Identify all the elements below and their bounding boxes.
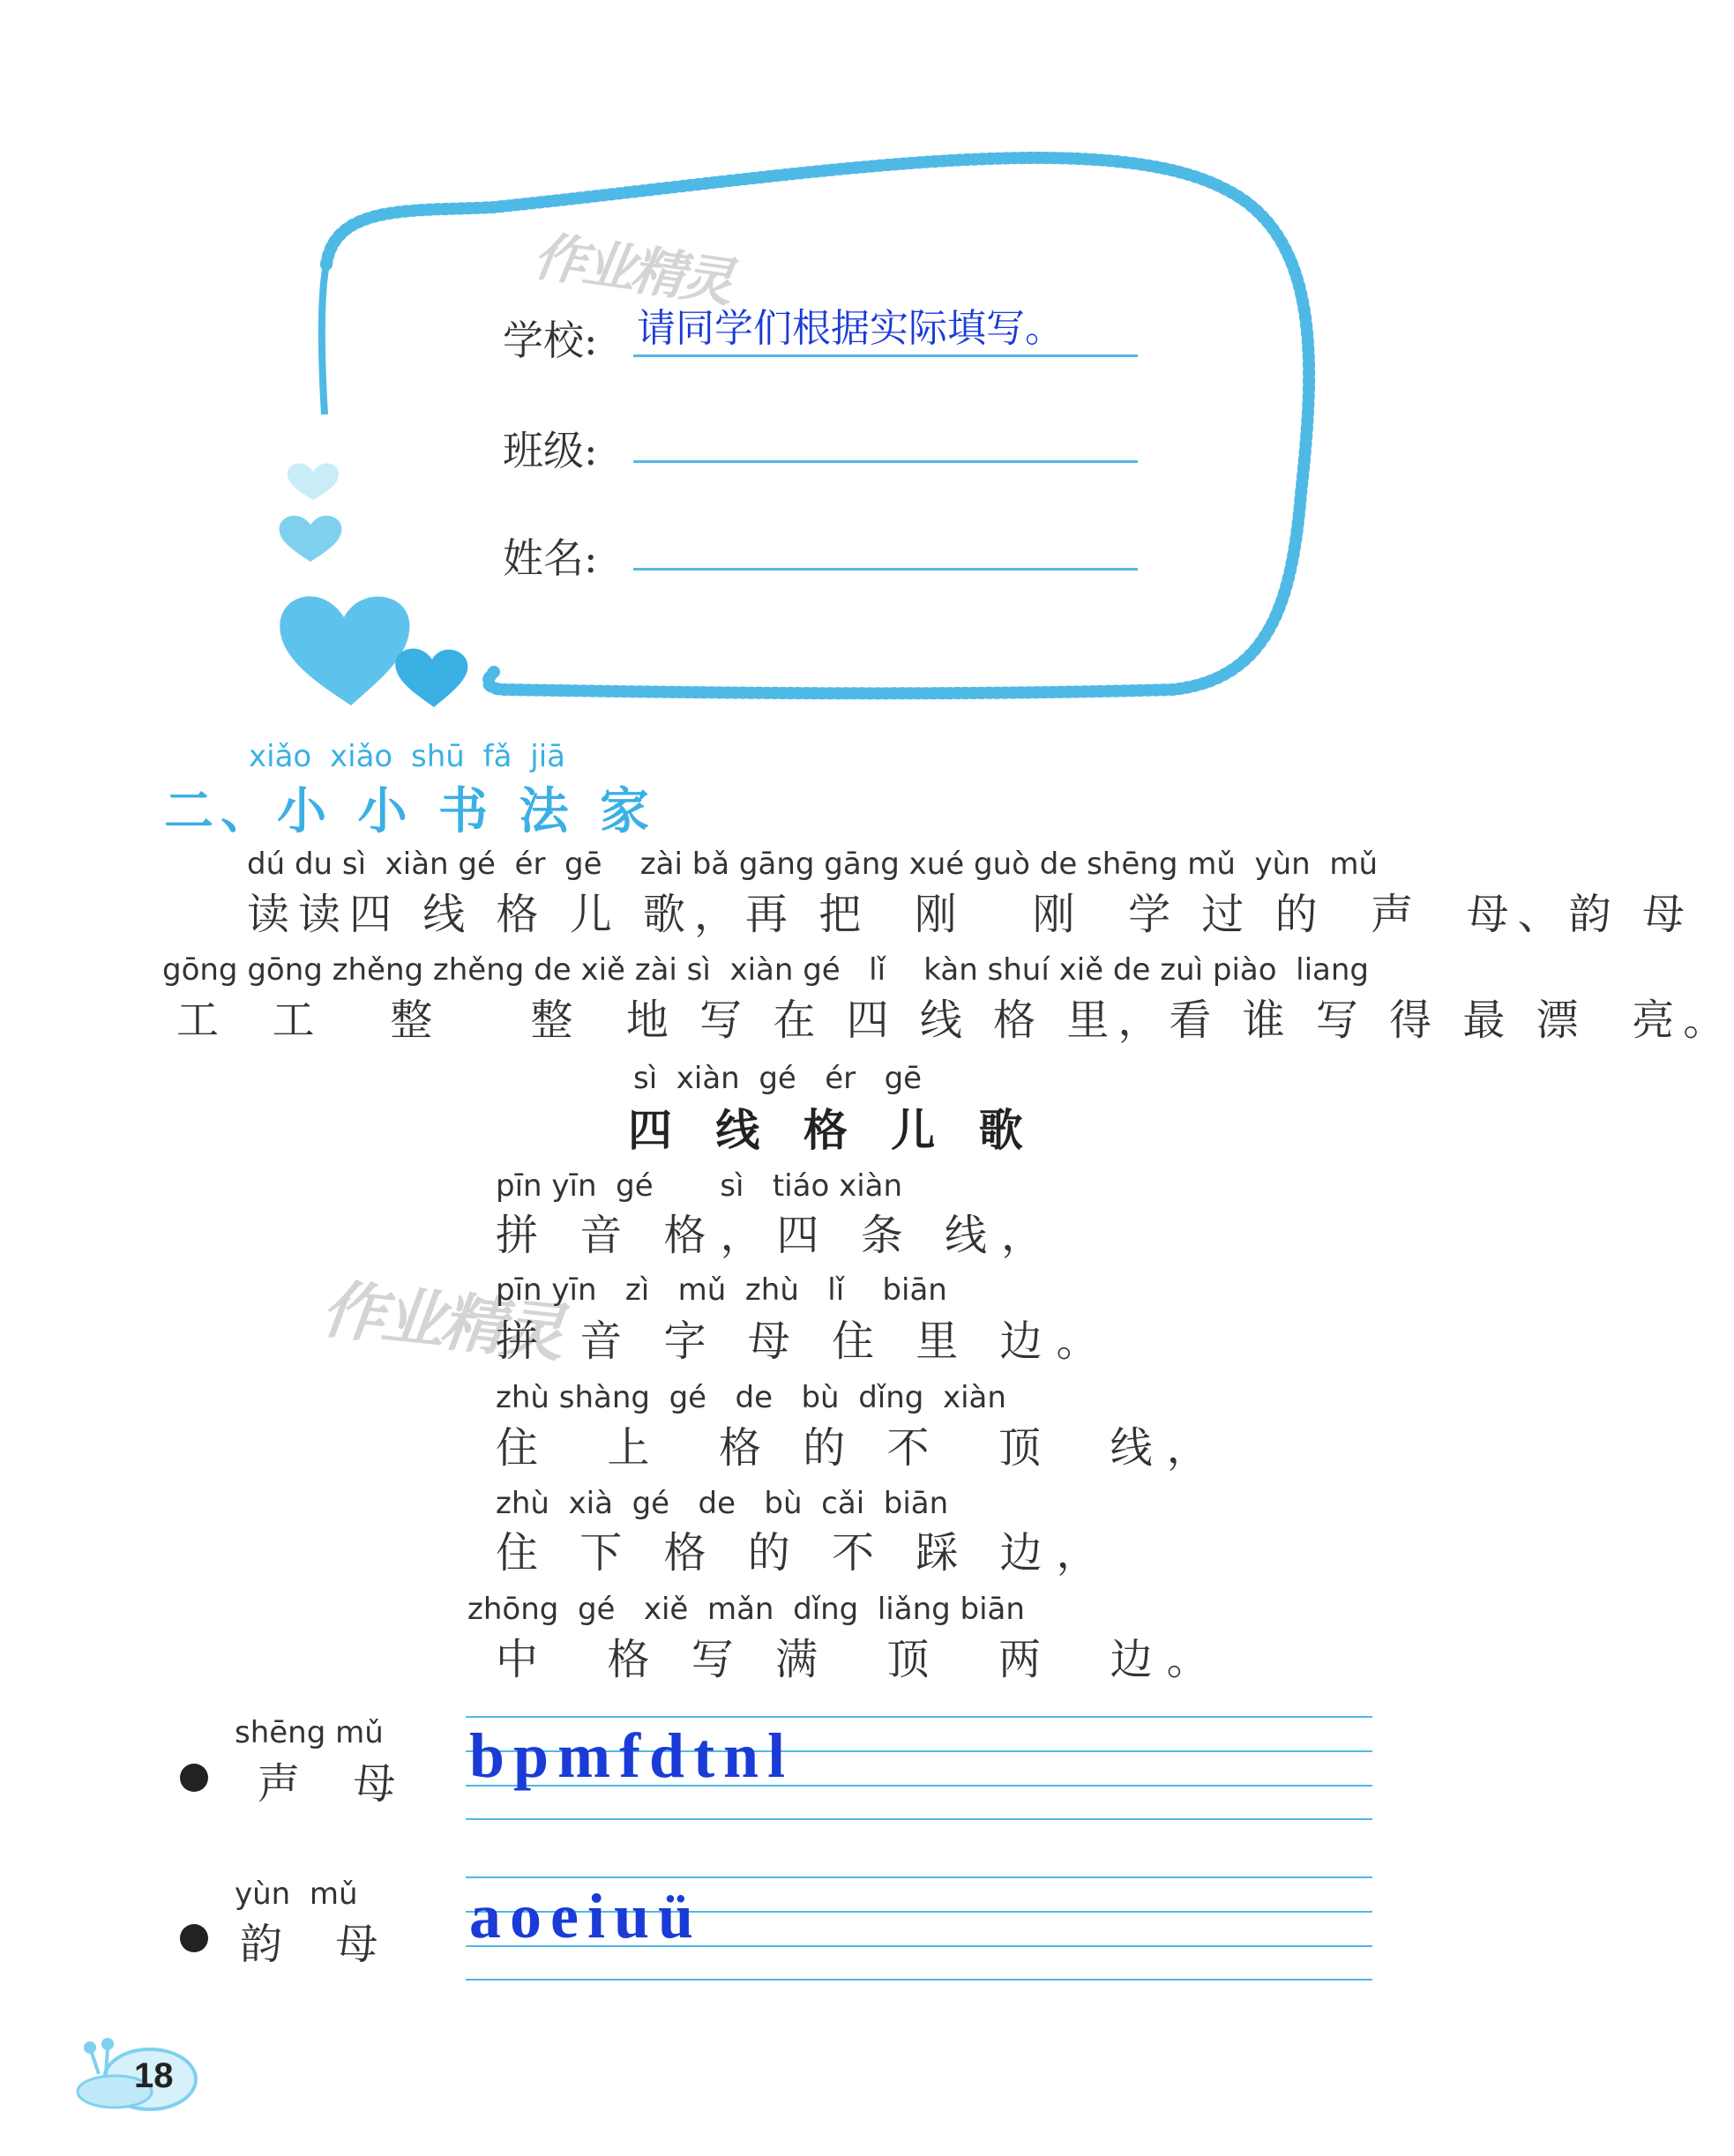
heart-icon — [395, 649, 467, 707]
poem-line-pinyin: zhù xià gé de bù cǎi biān — [496, 1486, 949, 1521]
poem-line-pinyin: zhù shàng gé de bù dǐng xiàn — [496, 1380, 1006, 1415]
name-field-line[interactable] — [633, 568, 1138, 571]
school-field-value[interactable]: 请同学们根据实际填写。 — [637, 306, 1064, 351]
poem-line-pinyin: pīn yīn gé sì tiáo xiàn — [496, 1168, 903, 1204]
poem-title-pinyin: sì xiàn gé ér gē — [633, 1061, 923, 1096]
section-title-pinyin: xiǎo xiǎo shū fǎ jiā — [249, 739, 565, 774]
class-field-line[interactable] — [633, 460, 1138, 463]
bullet-dot — [180, 1924, 208, 1952]
yunmu-label: 韵 母 — [240, 1920, 387, 1969]
heart-icon — [288, 463, 339, 500]
guide-line — [466, 1716, 1372, 1718]
watermark-top: 作业精灵 — [529, 225, 735, 315]
page-number: 18 — [134, 2056, 174, 2095]
bullet-dot — [180, 1764, 208, 1792]
yunmu-pinyin: yùn mǔ — [235, 1876, 358, 1912]
guide-line — [466, 1818, 1372, 1820]
poem-line-text: 住 上 格 的 不 顶 线， — [496, 1423, 1223, 1473]
section-title: 二、小 小 书 法 家 — [164, 783, 656, 840]
instruction-line2-text: 工 工 整 整 地 写 在 四 线 格 里，看 谁 写 得 最 漂 亮。 — [176, 996, 1734, 1045]
heart-icon — [280, 516, 342, 562]
shengmu-label: 声 母 — [258, 1759, 405, 1809]
class-label: 班级: — [503, 427, 598, 474]
poem-line-text: 拼 音 格，四 条 线， — [496, 1211, 1058, 1260]
watermark-middle: 作业精灵 — [318, 1271, 565, 1370]
instruction-line2-pinyin: gōng gōng zhěng zhěng de xiě zài sì xiàn gé lǐ kàn shuí xiě de zuì piào liang — [162, 952, 1370, 988]
shengmu-pinyin: shēng mǔ — [235, 1715, 384, 1750]
name-label: 姓名: — [503, 534, 598, 582]
instruction-line1-pinyin: dú du sì xiàn gé ér gē zài bǎ gāng gāng xué guò de shēng mǔ yùn mǔ — [247, 847, 1378, 882]
yunmu-handwriting[interactable]: aoeiuü — [469, 1881, 703, 1951]
shengmu-handwriting[interactable]: bpmfdtnl — [469, 1720, 795, 1791]
poem-line-pinyin: zhōng gé xiě mǎn dǐng liǎng biān — [467, 1592, 1025, 1627]
poem-line-text: 住 下 格 的 不 踩 边， — [496, 1528, 1113, 1578]
poem-line-text: 拼 音 字 母 住 里 边。 — [496, 1317, 1113, 1366]
school-label: 学校: — [503, 317, 598, 364]
form-frame-decoration — [0, 0, 1500, 794]
school-field-line[interactable] — [633, 354, 1138, 357]
guide-line — [466, 1876, 1372, 1878]
poem-line-text: 中 格 写 满 顶 两 边。 — [496, 1635, 1223, 1684]
guide-line — [466, 1979, 1372, 1981]
poem-line-pinyin: pīn yīn zì mǔ zhù lǐ biān — [496, 1272, 947, 1308]
heart-icon — [280, 596, 409, 705]
instruction-line1-text: 读读四 线 格 儿 歌，再 把 刚 刚 学 过 的 声 母、韵 母 — [247, 890, 1693, 939]
wavy-frame-border — [326, 158, 1309, 693]
poem-title: 四 线 格 儿 歌 — [628, 1105, 1037, 1156]
